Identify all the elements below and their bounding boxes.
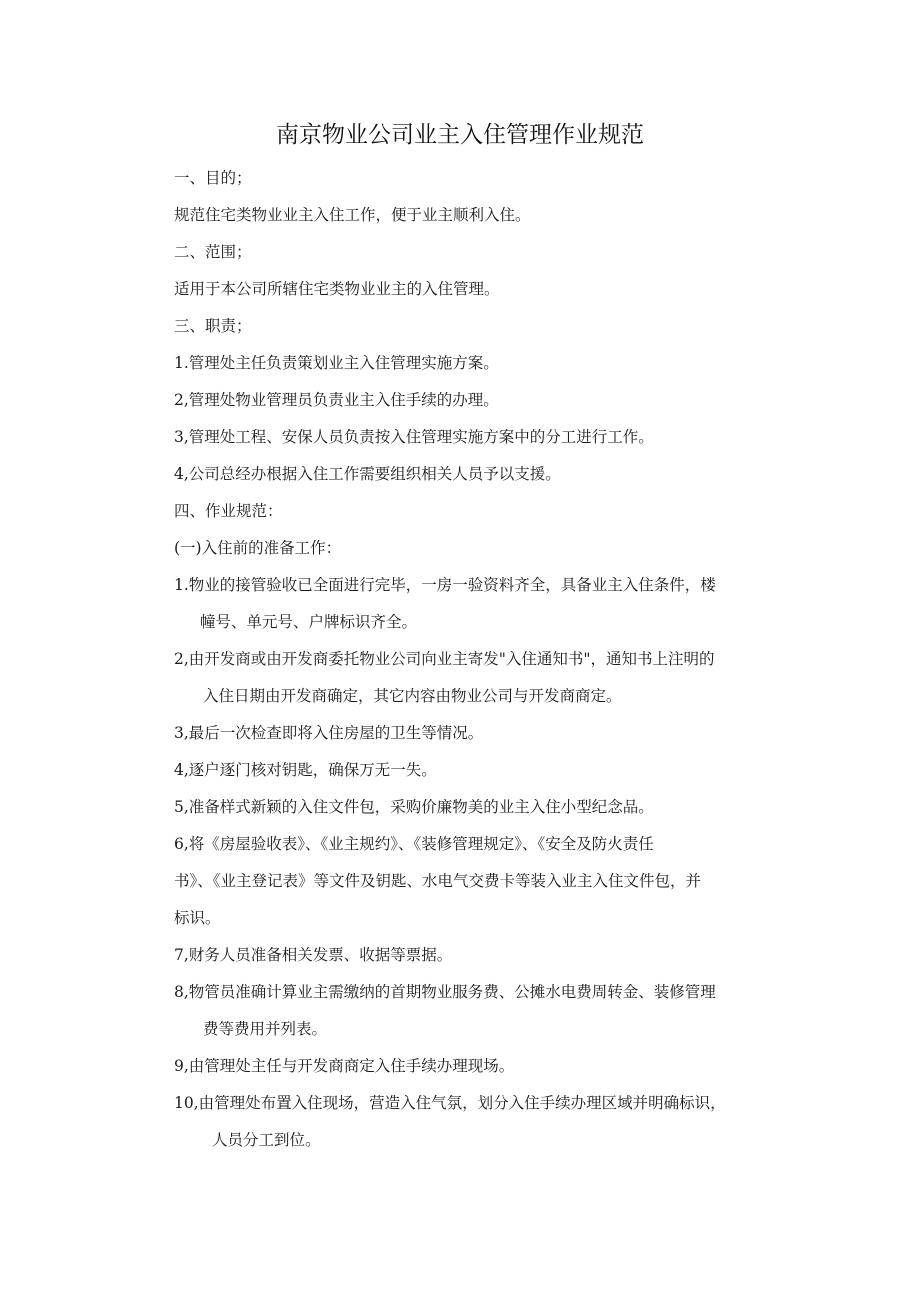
list-item: 5,准备样式新颖的入住文件包，采购价廉物美的业主入住小型纪念品。 [174,798,654,816]
document-title: 南京物业公司业主入住管理作业规范 [276,122,644,148]
list-item: 3,最后一次检查即将入住房屋的卫生等情况。 [174,724,484,742]
list-item: 2,管理处物业管理员负责业主入住手续的办理。 [174,391,499,409]
list-item-continuation: 书》、《业主登记表》等文件及钥匙、水电气交费卡等装入业主入住文件包，并 [174,872,702,890]
list-item: 3,管理处工程、安保人员负责按入住管理实施方案中的分工进行工作。 [174,428,654,446]
section-heading: 三、职责； [174,317,252,335]
list-item-continuation: 人员分工到位。 [212,1131,321,1149]
list-item: 7,财务人员准备相关发票、收据等票据。 [174,946,453,964]
section-heading: 二、范围； [174,243,252,261]
paragraph: 规范住宅类物业业主入住工作，便于业主顺利入住。 [174,206,531,224]
list-item: 9,由管理处主任与开发商商定入住手续办理现场。 [174,1057,515,1075]
paragraph: 适用于本公司所辖住宅类物业业主的入住管理。 [174,280,500,298]
list-item: 2,由开发商或由开发商委托物业公司向业主寄发"入住通知书"，通知书上注明的 [174,650,715,668]
list-item: 1.物业的接管验收已全面进行完毕，一房一验资料齐全，具备业主入住条件，楼 [174,576,716,594]
section-heading: 四、作业规范： [174,502,283,520]
subsection-heading: (一)入住前的准备工作： [174,539,342,557]
list-item: 10,由管理处布置入住现场，营造入住气氛，划分入住手续办理区域并明确标识， [174,1094,726,1112]
list-item-continuation: 标识。 [174,909,221,927]
list-item: 8,物管员准确计算业主需缴纳的首期物业服务费、公摊水电费周转金、装修管理 [174,983,716,1001]
list-item: 6,将《房屋验收表》、《业主规约》、《装修管理规定》、《安全及防火责任 [174,835,654,853]
list-item: 4,逐户逐门核对钥匙，确保万无一失。 [174,761,437,779]
document-body [174,160,774,1159]
list-item-continuation: 费等费用并列表。 [203,1020,328,1038]
list-item-continuation: 入住日期由开发商确定，其它内容由物业公司与开发商商定。 [203,687,622,705]
list-item-continuation: 幢号、单元号、户牌标识齐全。 [200,613,418,631]
list-item: 1.管理处主任负责策划业主入住管理实施方案。 [174,354,499,372]
section-heading: 一、目的； [174,169,252,187]
list-item: 4,公司总经办根据入住工作需要组织相关人员予以支援。 [174,465,561,483]
